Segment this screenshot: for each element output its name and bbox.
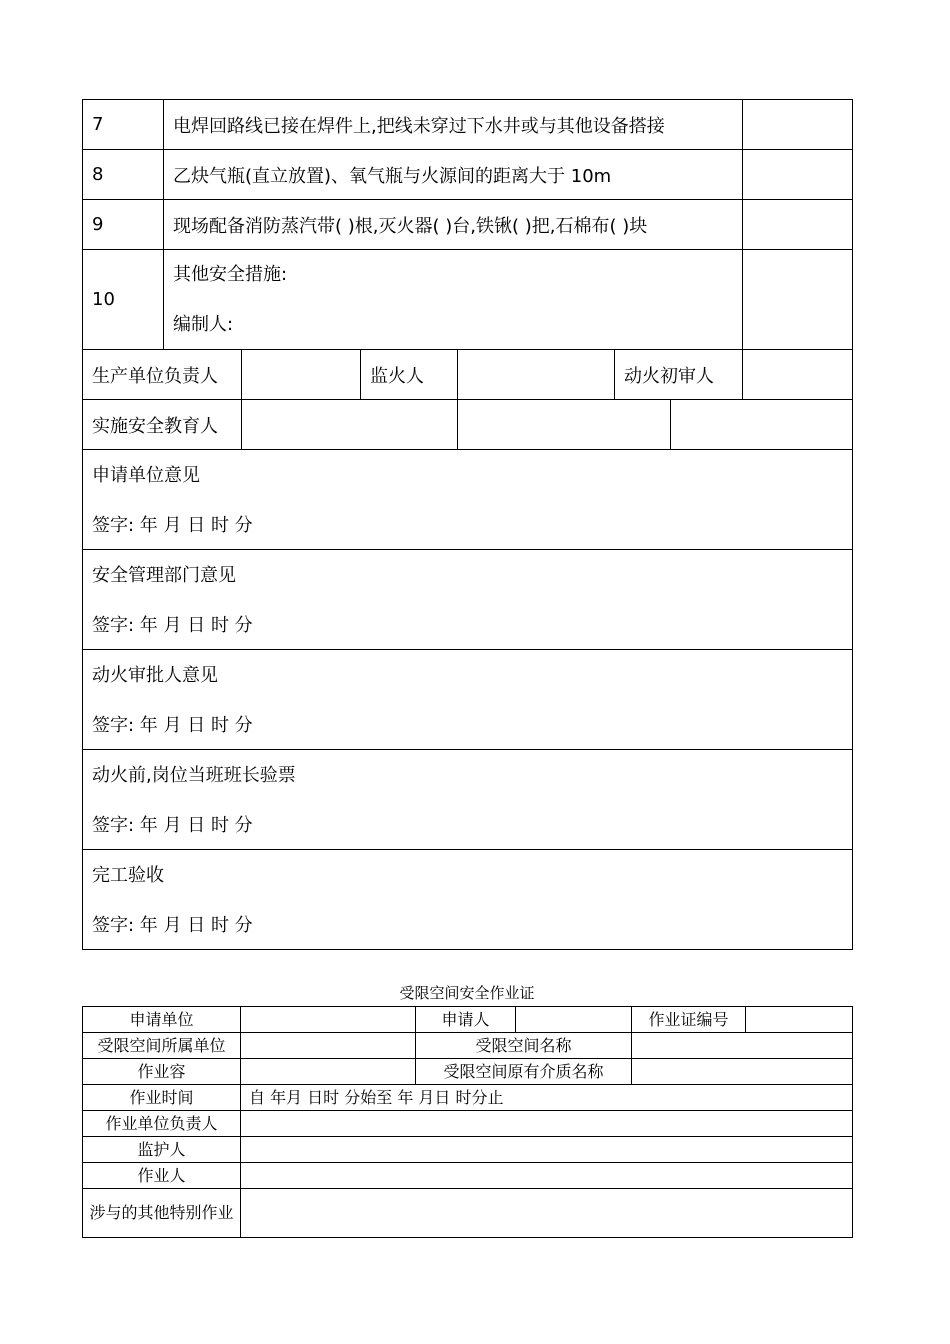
- checklist-row: [83, 250, 853, 350]
- work-time-label: 作业时间: [83, 1085, 241, 1111]
- table-row: [83, 1137, 853, 1163]
- opinion-row: [83, 550, 853, 650]
- original-medium-label: 受限空间原有介质名称: [416, 1059, 632, 1085]
- row-number: 10: [83, 250, 164, 350]
- applicant-label: 申请人: [416, 1007, 516, 1033]
- fire-reviewer-label: 动火初审人: [615, 350, 743, 400]
- table-row: [83, 1085, 853, 1111]
- table-row: [83, 1189, 853, 1238]
- worker-label: 作业人: [83, 1163, 241, 1189]
- table-row: [83, 1033, 853, 1059]
- original-medium-field[interactable]: [632, 1059, 853, 1085]
- hot-work-permit-table: [82, 99, 853, 950]
- work-time-field[interactable]: 自 年月 日时 分始至 年 月日 时分止: [241, 1085, 853, 1111]
- opinion-title: 安全管理部门意见: [92, 565, 236, 586]
- signature-line: 签字: 年 月 日 时 分: [92, 815, 253, 836]
- fire-reviewer-field[interactable]: [743, 350, 853, 400]
- fire-watcher-label: 监火人: [361, 350, 458, 400]
- checklist-row: [83, 150, 853, 200]
- table-row: [83, 1059, 853, 1085]
- applicant-unit-label: 申请单位: [83, 1007, 241, 1033]
- permit-no-label: 作业证编号: [632, 1007, 746, 1033]
- applicant-unit-field[interactable]: [241, 1007, 416, 1033]
- confirm-cell[interactable]: [743, 150, 853, 200]
- opinion-row: [83, 750, 853, 850]
- row-number: 7: [83, 100, 164, 150]
- space-owner-unit-field[interactable]: [241, 1033, 416, 1059]
- safety-educator-label: 实施安全教育人: [83, 400, 242, 450]
- signature-line: 签字: 年 月 日 时 分: [92, 715, 253, 736]
- confirm-cell[interactable]: [743, 100, 853, 150]
- signature-line: 签字: 年 月 日 时 分: [92, 515, 253, 536]
- guardian-field[interactable]: [241, 1137, 853, 1163]
- permit-no-field[interactable]: [746, 1007, 853, 1033]
- work-content-field[interactable]: [241, 1059, 416, 1085]
- opinion-row: [83, 450, 853, 550]
- opinion-title: 动火审批人意见: [92, 665, 218, 686]
- guardian-label: 监护人: [83, 1137, 241, 1163]
- blank-cell[interactable]: [671, 400, 853, 450]
- signature-line: 签字: 年 月 日 时 分: [92, 915, 253, 936]
- worker-field[interactable]: [241, 1163, 853, 1189]
- confirm-cell[interactable]: [743, 250, 853, 350]
- fire-watcher-field[interactable]: [458, 350, 615, 400]
- other-special-work-field[interactable]: [241, 1189, 853, 1238]
- space-name-field[interactable]: [632, 1033, 853, 1059]
- production-head-label: 生产单位负责人: [83, 350, 242, 400]
- work-content-label: 作业容: [83, 1059, 241, 1085]
- row-number: 8: [83, 150, 164, 200]
- opinion-row: [83, 650, 853, 750]
- production-head-field[interactable]: [242, 350, 361, 400]
- fire-approver-opinion[interactable]: [83, 650, 853, 750]
- space-owner-unit-label: 受限空间所属单位: [83, 1033, 241, 1059]
- applicant-field[interactable]: [516, 1007, 632, 1033]
- work-unit-head-field[interactable]: [241, 1111, 853, 1137]
- confirm-cell[interactable]: [743, 200, 853, 250]
- work-unit-head-label: 作业单位负责人: [83, 1111, 241, 1137]
- signature-line: 签字: 年 月 日 时 分: [92, 615, 253, 636]
- opinion-title: 申请单位意见: [92, 465, 200, 486]
- checklist-item: 现场配备消防蒸汽带( )根,灭火器( )台,铁锹( )把,石棉布( )块: [164, 200, 743, 250]
- other-special-work-label: 涉与的其他特别作业: [83, 1189, 241, 1238]
- safety-educator-field[interactable]: [242, 400, 458, 450]
- opinion-title: 动火前,岗位当班班长验票: [92, 765, 296, 786]
- other-measures-label: 其他安全措施:: [173, 263, 288, 285]
- checklist-row: [83, 200, 853, 250]
- table-row: [83, 1163, 853, 1189]
- completion-acceptance[interactable]: [83, 850, 853, 950]
- checklist-item: 电焊回路线已接在焊件上,把线未穿过下水井或与其他设备搭接: [164, 100, 743, 150]
- table-row: [83, 1111, 853, 1137]
- applicant-unit-opinion[interactable]: [83, 450, 853, 550]
- other-safety-measures: [164, 250, 743, 350]
- row-number: 9: [83, 200, 164, 250]
- shift-leader-check[interactable]: [83, 750, 853, 850]
- confined-space-permit-title: 受限空间安全作业证: [399, 984, 535, 1002]
- table-row: [83, 1007, 853, 1033]
- blank-cell[interactable]: [458, 400, 671, 450]
- signers-row: [83, 350, 853, 400]
- checklist-row: [83, 100, 853, 150]
- compiler-label: 编制人:: [173, 313, 234, 335]
- opinion-row: [83, 850, 853, 950]
- checklist-item: 乙炔气瓶(直立放置)、氧气瓶与火源间的距离大于 10m: [164, 150, 743, 200]
- confined-space-permit-table: [82, 1006, 853, 1238]
- opinion-title: 完工验收: [92, 865, 164, 886]
- space-name-label: 受限空间名称: [416, 1033, 632, 1059]
- safety-dept-opinion[interactable]: [83, 550, 853, 650]
- education-row: [83, 400, 853, 450]
